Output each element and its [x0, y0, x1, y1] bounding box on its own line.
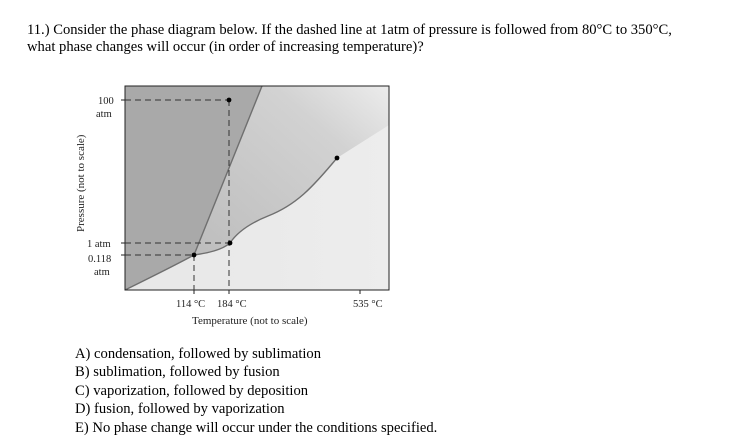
- y-tick-100-value: 100: [98, 96, 114, 107]
- answer-choices: [75, 345, 437, 437]
- y-ticks: [121, 100, 125, 255]
- x-tick-114c: 114 °C: [176, 299, 206, 310]
- choice-d: D) fusion, followed by vaporization: [75, 401, 285, 418]
- x-ticks: [194, 290, 360, 294]
- point-normal-boiling: [228, 241, 233, 246]
- choice-c: C) vaporization, followed by deposition: [75, 382, 309, 399]
- choice-a: A) condensation, followed by sublimation: [75, 346, 322, 362]
- y-tick-0118-value: 0.118: [88, 254, 112, 265]
- choice-b: B) sublimation, followed by fusion: [75, 364, 280, 381]
- point-triple: [192, 253, 197, 258]
- question-line-2: what phase changes will occur (in order of increasing temperature)?: [27, 39, 424, 55]
- y-tick-1atm: 1 atm: [87, 239, 111, 250]
- question-line-1: 11.) Consider the phase diagram below. If the dashed line at 1atm of pressure is followed from 80°C to 350°C,: [27, 22, 672, 38]
- point-critical: [335, 156, 340, 161]
- x-tick-535c: 535 °C: [353, 299, 383, 310]
- y-tick-100-unit: atm: [96, 109, 112, 120]
- x-tick-184c: 184 °C: [217, 299, 247, 310]
- y-tick-0118-unit: atm: [94, 267, 110, 278]
- choice-e: E) No phase change will occur under the conditions specified.: [75, 419, 438, 436]
- point-100atm: [227, 98, 232, 103]
- x-axis-title: Temperature (not to scale): [192, 315, 308, 327]
- y-axis-title: Pressure (not to scale): [75, 134, 87, 232]
